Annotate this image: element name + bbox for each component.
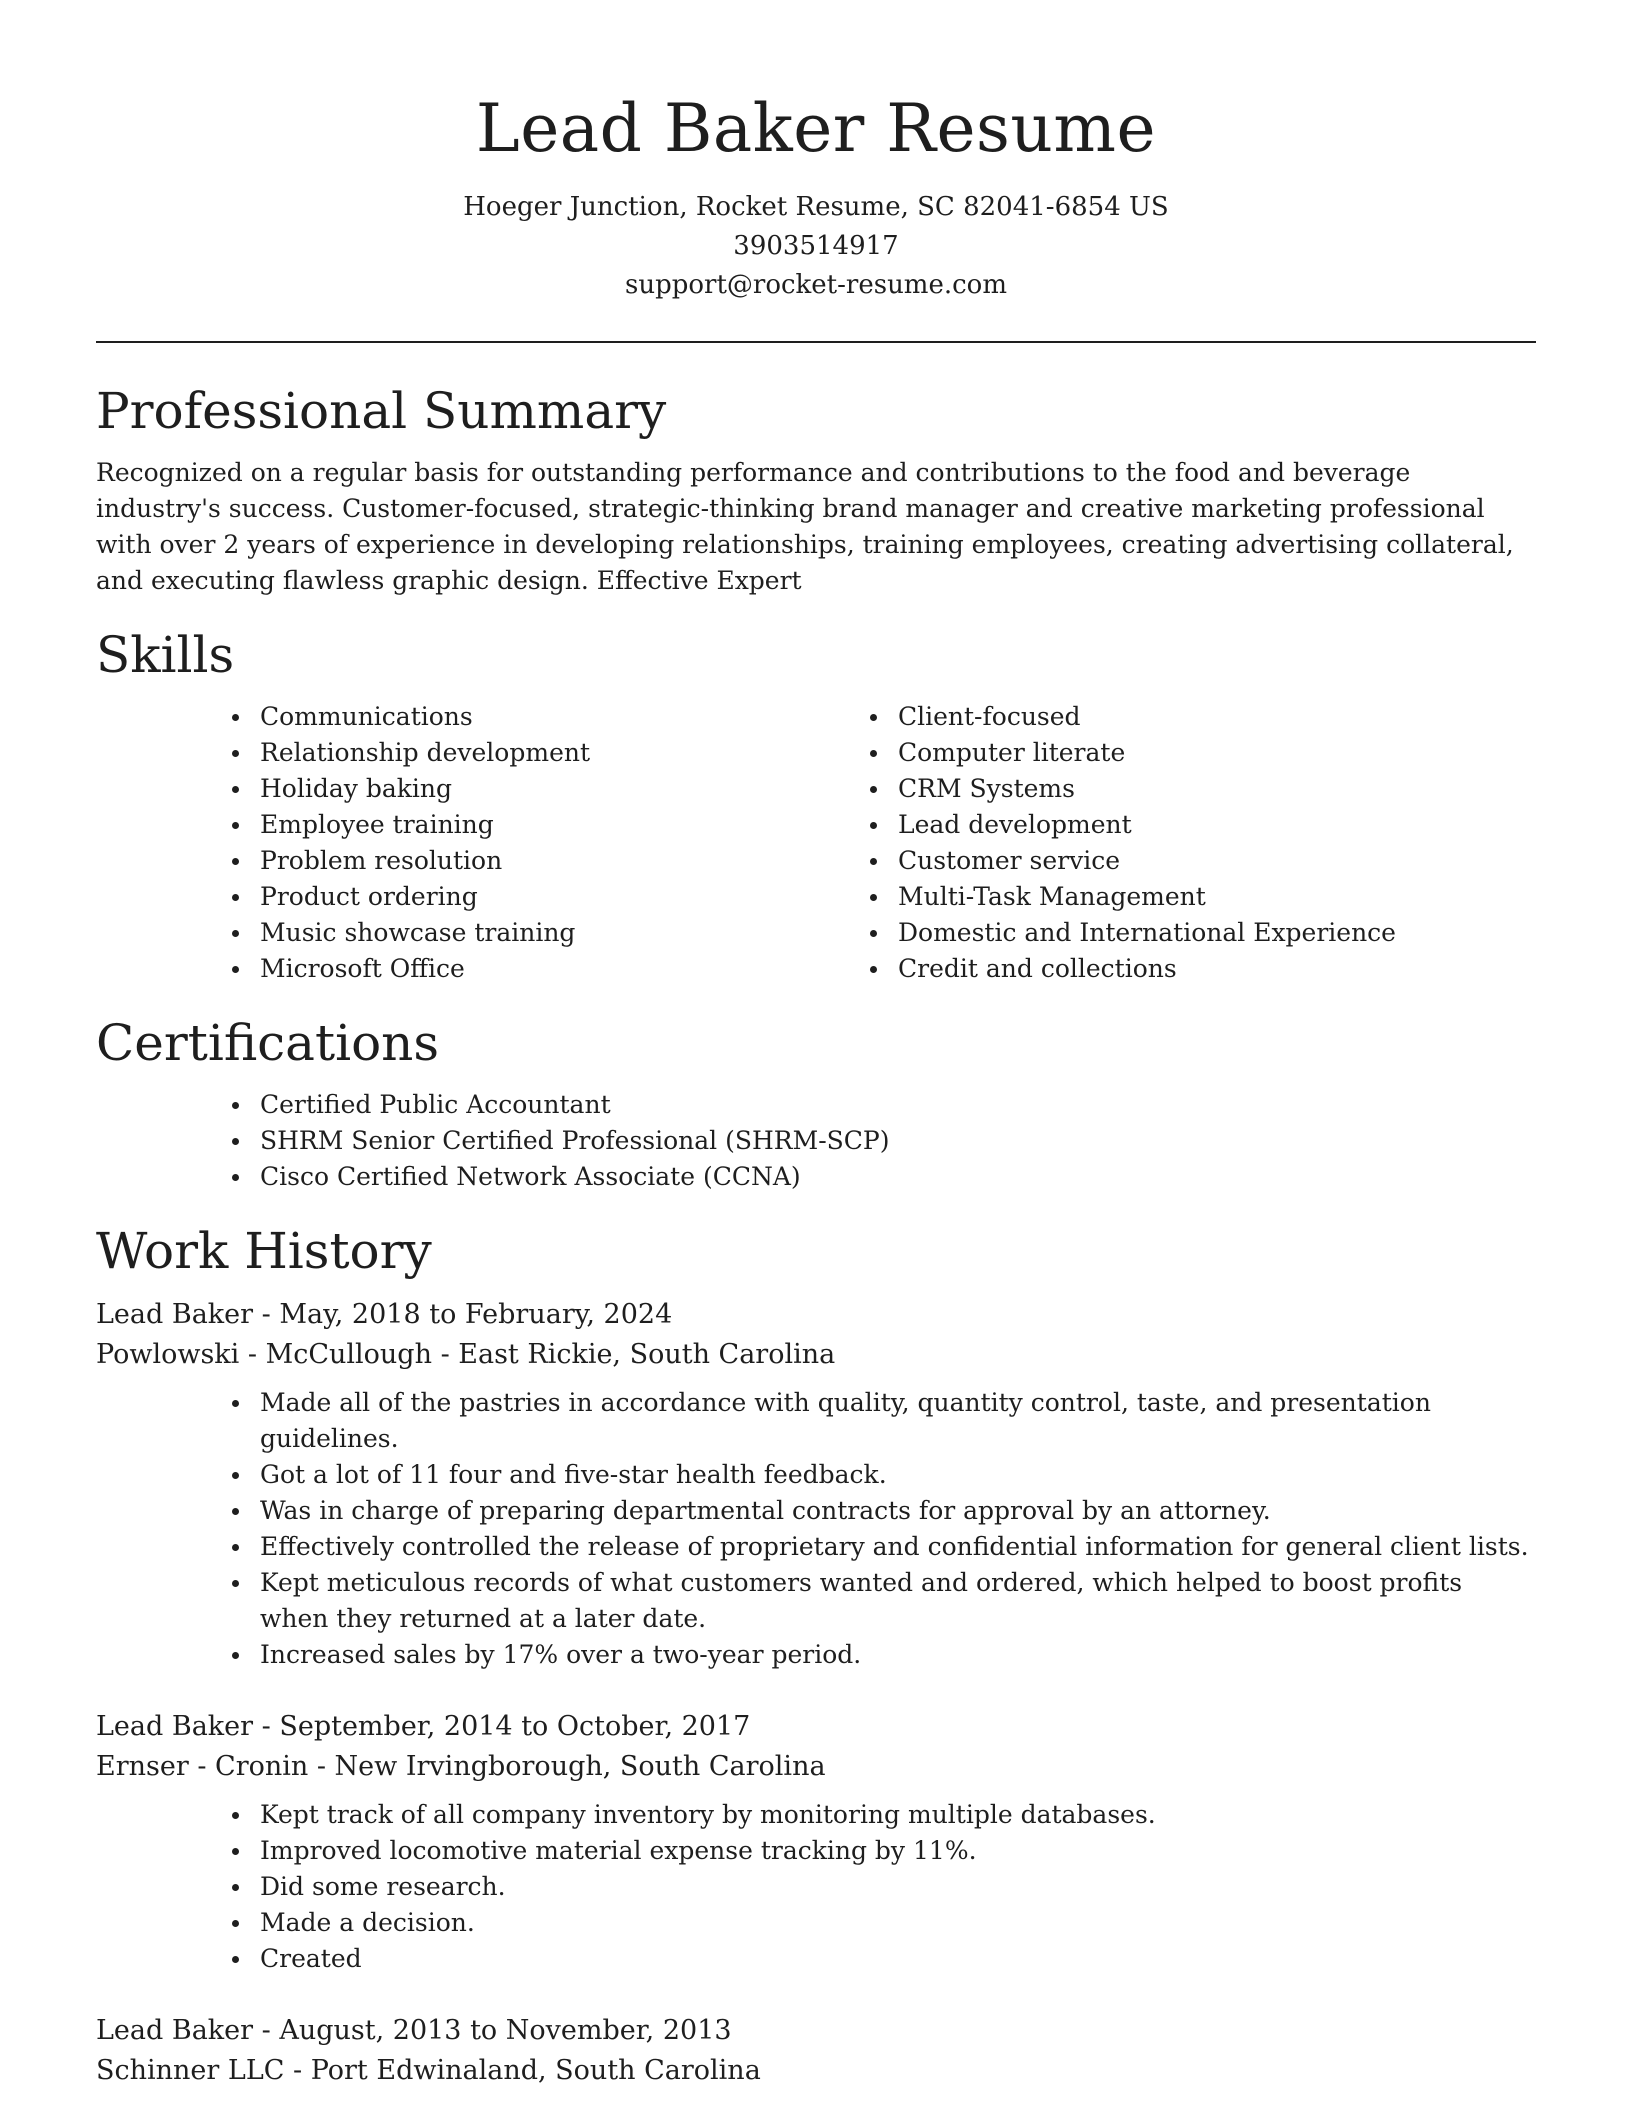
- certifications-title: Certifications: [96, 1014, 440, 1072]
- skill-item: Music showcase training: [260, 915, 898, 951]
- certification-item: SHRM Senior Certified Professional (SHRM-SCP): [260, 1123, 1536, 1159]
- job-bullet: Made a decision.: [260, 1905, 1536, 1941]
- skill-item: Relationship development: [260, 735, 898, 771]
- job-bullet: Got a lot of 11 four and five-star health feedback.: [260, 1457, 1536, 1493]
- job-title-line: Lead Baker - August, 2013 to November, 2013: [96, 2015, 732, 2046]
- job-bullet: Was in charge of preparing departmental contracts for approval by an attorney.: [260, 1493, 1536, 1529]
- skill-item: Domestic and International Experience: [898, 915, 1536, 951]
- job-bullet: Increased sales by 17% over a two-year period.: [260, 1637, 1536, 1673]
- job-company-line: Powlowski - McCullough - East Rickie, South Carolina: [96, 1339, 836, 1370]
- skill-item: Holiday baking: [260, 771, 898, 807]
- skills-section: [96, 625, 1536, 987]
- work-history-title: Work History: [96, 1222, 432, 1280]
- skill-item: Problem resolution: [260, 843, 898, 879]
- resume-page: [96, 0, 1536, 2125]
- job-bullets: [96, 1385, 1536, 1673]
- skill-item: Multi-Task Management: [898, 879, 1536, 915]
- skills-list-left: [260, 699, 898, 987]
- skill-item: Computer literate: [898, 735, 1536, 771]
- summary-title: Professional Summary: [96, 382, 667, 440]
- certification-item: Cisco Certified Network Associate (CCNA): [260, 1159, 1536, 1195]
- job-title-line: Lead Baker - September, 2014 to October, 2017: [96, 1711, 751, 1742]
- skill-item: Communications: [260, 699, 898, 735]
- skill-item: Employee training: [260, 807, 898, 843]
- skill-item: Lead development: [898, 807, 1536, 843]
- job-bullet: Did some research.: [260, 1869, 1536, 1905]
- resume-header: [96, 0, 1536, 305]
- certifications-section: [96, 1013, 1536, 1195]
- job-bullet: Improved locomotive material expense tracking by 11%.: [260, 1833, 1536, 1869]
- contact-address: Hoeger Junction, Rocket Resume, SC 82041-6854 US: [463, 192, 1169, 222]
- certifications-list: [96, 1087, 1536, 1195]
- job-company-line: Schinner LLC - Port Edwinaland, South Carolina: [96, 2055, 761, 2086]
- work-history-section: [96, 1221, 1536, 2091]
- skills-list-right: [898, 699, 1536, 987]
- job-bullet: Effectively controlled the release of proprietary and confidential information for general client lists.: [260, 1529, 1536, 1565]
- skill-item: Product ordering: [260, 879, 898, 915]
- contact-email: support@rocket-resume.com: [624, 270, 1007, 300]
- job-entry: [96, 1707, 1536, 1977]
- skills-grid: [96, 699, 1536, 987]
- skill-item: Credit and collections: [898, 951, 1536, 987]
- skill-item: Customer service: [898, 843, 1536, 879]
- job-entry: [96, 1295, 1536, 1673]
- job-company-line: Ernser - Cronin - New Irvingborough, South Carolina: [96, 1751, 826, 1782]
- job-bullet: Kept meticulous records of what customers wanted and ordered, which helped to boost profits when they returned at a later date.: [260, 1565, 1536, 1637]
- header-divider: [96, 341, 1536, 343]
- job-bullet: Kept track of all company inventory by monitoring multiple databases.: [260, 1797, 1536, 1833]
- job-bullet: Made all of the pastries in accordance with quality, quantity control, taste, and presentation guidelines.: [260, 1385, 1536, 1457]
- job-bullet: Created: [260, 1941, 1536, 1977]
- contact-phone: 3903514917: [733, 231, 899, 261]
- job-bullets: [96, 1797, 1536, 1977]
- resume-name: Lead Baker Resume: [475, 90, 1157, 167]
- job-title-line: Lead Baker - May, 2018 to February, 2024: [96, 1299, 673, 1330]
- certification-item: Certified Public Accountant: [260, 1087, 1536, 1123]
- skill-item: Client-focused: [898, 699, 1536, 735]
- summary-section: [96, 381, 1536, 599]
- skill-item: Microsoft Office: [260, 951, 898, 987]
- skill-item: CRM Systems: [898, 771, 1536, 807]
- job-entry: [96, 2011, 1536, 2091]
- summary-text: Recognized on a regular basis for outstanding performance and contributions to the food and beverage industry's success. Customer-focused, strategic-thinking brand manager and creative marketing professional with over 2 years of experience in developing relationships, training employees, creating advertising collateral, and executing flawless graphic design. Effective Expert: [96, 458, 1514, 595]
- skills-title: Skills: [96, 626, 235, 684]
